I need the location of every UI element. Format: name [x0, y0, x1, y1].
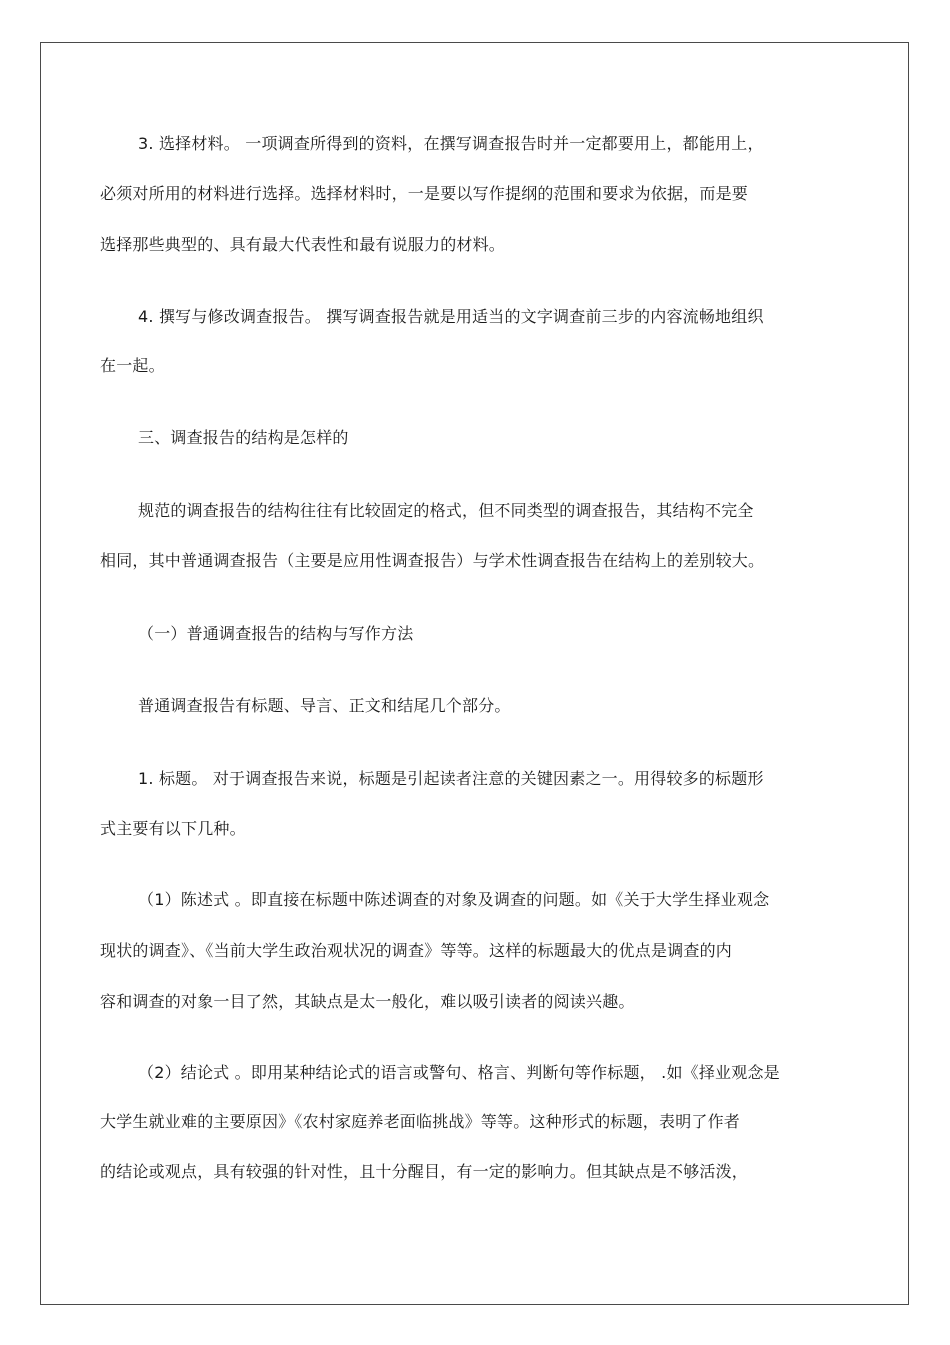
- text-line: （1）陈述式 。即直接在标题中陈述调查的对象及调查的问题。如《关于大学生择业观念: [138, 890, 770, 909]
- text-line: 选择那些典型的、具有最大代表性和最有说服力的材料。: [100, 235, 506, 254]
- text-line: 的结论或观点，具有较强的针对性，且十分醒目，有一定的影响力。但其缺点是不够活泼，: [100, 1162, 749, 1181]
- section-heading: 三、调查报告的结构是怎样的: [138, 428, 349, 447]
- text-line: 3. 选择材料。 一项调查所得到的资料，在撰写调查报告时并一定都要用上，都能用上，: [138, 134, 764, 153]
- subsection-heading: （一）普通调查报告的结构与写作方法: [138, 624, 414, 643]
- text-line: 1. 标题。 对于调查报告来说，标题是引起读者注意的关键因素之一。用得较多的标题形: [138, 769, 764, 788]
- text-line: 现状的调查》、《当前大学生政治观状况的调查》等等。这样的标题最大的优点是调查的内: [100, 941, 733, 960]
- text-line: 必须对所用的材料进行选择。选择材料时，一是要以写作提纲的范围和要求为依据，而是要: [100, 184, 749, 203]
- text-line: 容和调查的对象一目了然，其缺点是太一般化，难以吸引读者的阅读兴趣。: [100, 992, 635, 1011]
- text-line: 在一起。: [100, 356, 165, 375]
- text-line: 式主要有以下几种。: [100, 819, 246, 838]
- text-line: 普通调查报告有标题、导言、正文和结尾几个部分。: [138, 696, 511, 715]
- text-line: 4. 撰写与修改调查报告。 撰写调查报告就是用适当的文字调查前三步的内容流畅地组织: [138, 307, 764, 326]
- text-line: 相同，其中普通调查报告（主要是应用性调查报告）与学术性调查报告在结构上的差别较大。: [100, 551, 765, 570]
- text-line: 大学生就业难的主要原因》《农村家庭养老面临挑战》等等。这种形式的标题，表明了作者: [100, 1112, 741, 1131]
- text-line: 规范的调查报告的结构往往有比较固定的格式，但不同类型的调查报告，其结构不完全: [138, 501, 754, 520]
- text-line: （2）结论式 。即用某种结论式的语言或警句、格言、判断句等作标题， .如《择业观念是: [138, 1063, 780, 1082]
